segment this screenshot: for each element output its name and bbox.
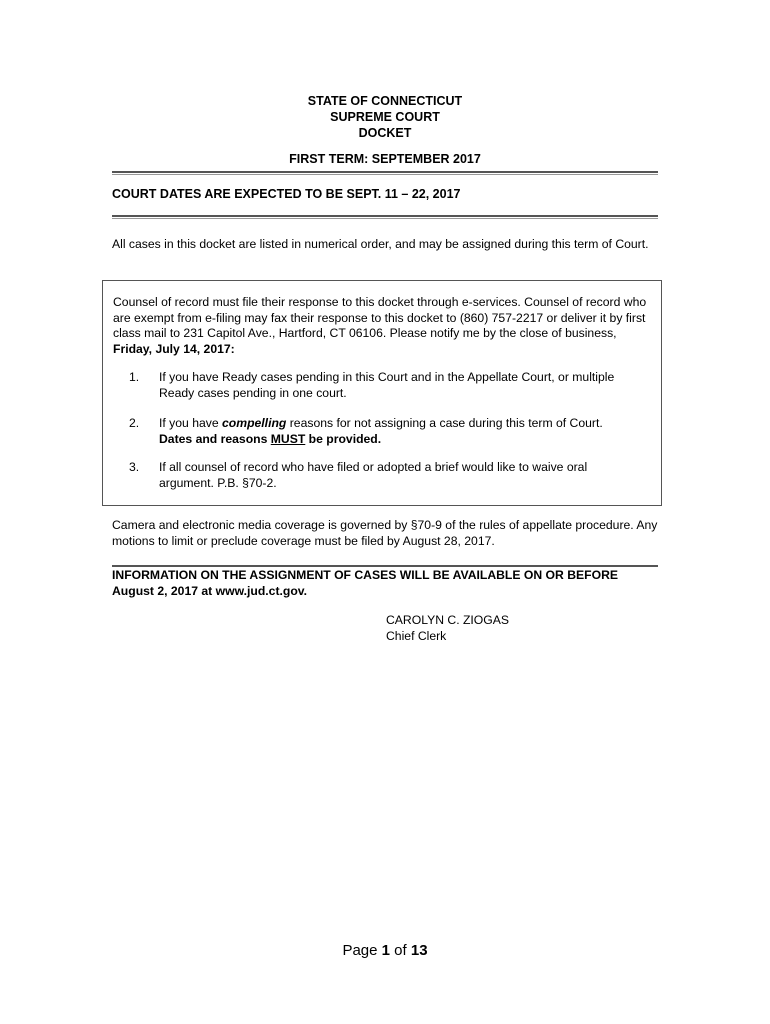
intro-paragraph: All cases in this docket are listed in numerical order, and may be assigned during this term of Court. — [112, 237, 649, 251]
signer-title: Chief Clerk — [386, 629, 447, 643]
header-state: STATE OF CONNECTICUT — [307, 94, 463, 108]
divider — [112, 218, 658, 219]
list-text: If you have Ready cases pending in this Court and in the Appellate Court, or multiple Ready cases pending in one court. — [159, 370, 615, 400]
bold-text-part: be provided. — [305, 431, 382, 446]
divider — [112, 215, 658, 217]
page-number: 1 — [381, 942, 390, 959]
page-of-label: of — [390, 942, 411, 959]
document-header — [0, 93, 770, 141]
list-number: 3. — [129, 460, 140, 474]
signature-block — [386, 612, 509, 644]
bold-requirement — [159, 432, 381, 446]
list-text-part: reasons for not assigning a case during this term of Court. — [286, 416, 603, 430]
divider — [112, 174, 658, 175]
list-number: 2. — [129, 416, 140, 430]
media-paragraph: Camera and electronic media coverage is governed by §70-9 of the rules of appellate procedure. Any motions to limit or preclude coverage must be filed by August 28, 2017. — [112, 518, 658, 548]
court-dates-heading: COURT DATES ARE EXPECTED TO BE SEPT. 11 – 22, 2017 — [112, 187, 461, 201]
page-label: Page — [342, 942, 382, 959]
list-text — [159, 416, 639, 447]
list-text-part: If you have — [159, 416, 223, 430]
header-docket: DOCKET — [358, 126, 412, 140]
page-footer — [0, 942, 770, 959]
signer-name: CAROLYN C. ZIOGAS — [386, 613, 510, 627]
must-emphasis: MUST — [270, 431, 306, 446]
information-notice: INFORMATION ON THE ASSIGNMENT OF CASES WILL BE AVAILABLE ON OR BEFORE August 2, 2017 at www.jud.ct.gov. — [112, 568, 619, 598]
emphasis-text: compelling — [222, 416, 287, 430]
deadline-date: Friday, July 14, 2017: — [113, 341, 235, 356]
instructions-text: Counsel of record must file their response to this docket through e-services. Counsel of record who are exempt from e-filing may fax their response to this docket to (860) 757-2217 or deliver it by first class mail to 231 Capitol Ave., Hartford, CT 06106. Please notify me by the close of business, — [113, 295, 647, 341]
bold-text-part: Dates and reasons — [159, 431, 271, 446]
page-total: 13 — [410, 942, 428, 959]
term-heading: FIRST TERM: SEPTEMBER 2017 — [289, 152, 481, 166]
divider — [112, 171, 658, 173]
list-text: If all counsel of record who have filed or adopted a brief would like to waive oral argument. P.B. §70-2. — [159, 460, 588, 490]
header-court: SUPREME COURT — [330, 110, 440, 124]
instructions-box — [102, 280, 662, 506]
list-number: 1. — [129, 370, 140, 384]
instructions-intro — [113, 295, 653, 357]
